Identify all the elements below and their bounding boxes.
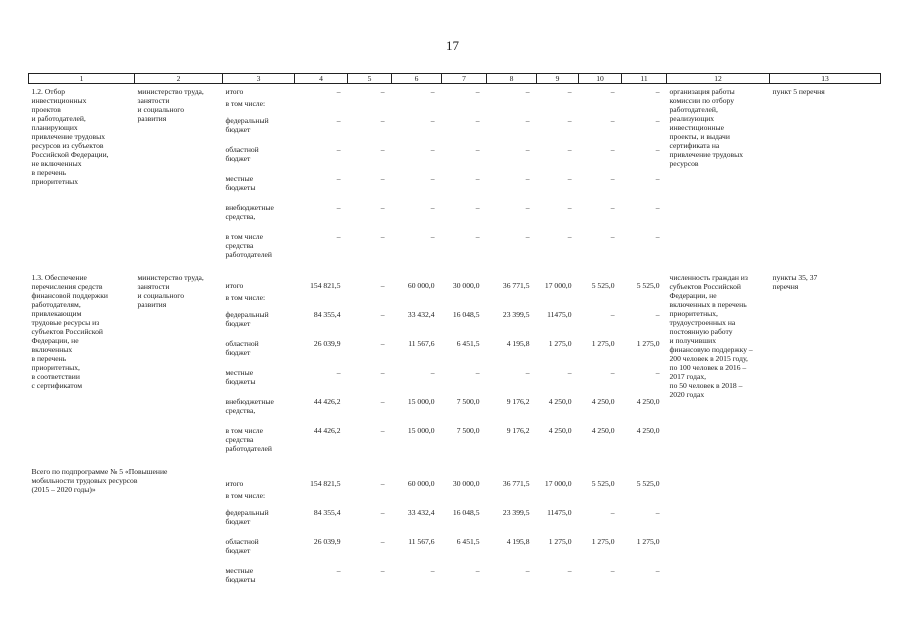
- indicator-link-cell-text: пункты 35, 37 перечня: [772, 273, 818, 291]
- amount-value: 5 525,0: [591, 479, 615, 488]
- amount-value: –: [380, 174, 385, 183]
- amount-value: 30 000,0: [452, 281, 480, 290]
- table-row: [29, 464, 881, 595]
- amount-value: –: [525, 368, 530, 377]
- funding-source-label: местные бюджеты: [225, 174, 256, 192]
- funding-source-label: федеральный бюджет: [225, 116, 269, 134]
- amount-value: –: [567, 87, 572, 96]
- column-number: 6: [392, 74, 442, 84]
- amount-value: –: [655, 310, 660, 319]
- amount-value: –: [610, 87, 615, 96]
- amount-value: –: [380, 397, 385, 406]
- result-indicator-cell: [667, 464, 770, 595]
- amount-value: 60 000,0: [407, 281, 435, 290]
- column-number: 11: [622, 74, 667, 84]
- amount-value: 15 000,0: [407, 426, 435, 435]
- amount-value: 1 275,0: [636, 339, 660, 348]
- amount-value: 4 250,0: [591, 426, 615, 435]
- amount-value: –: [475, 116, 480, 125]
- amount-value: –: [655, 174, 660, 183]
- amount-value: –: [475, 87, 480, 96]
- amount-value: –: [475, 566, 480, 575]
- funding-source-line: [223, 99, 667, 116]
- program-table-container: [28, 73, 880, 595]
- executor-cell-text: министерство труда, занятости и социального развития: [137, 273, 204, 309]
- amount-value: –: [525, 87, 530, 96]
- funding-source-line: [223, 339, 667, 368]
- amount-value: –: [380, 426, 385, 435]
- amount-value: 16 048,5: [452, 310, 480, 319]
- funding-source-line: [223, 368, 667, 397]
- funding-sources-cell: [223, 464, 667, 595]
- amount-value: 23 399,5: [502, 310, 530, 319]
- amount-value: –: [567, 232, 572, 241]
- amount-value: 7 500,0: [456, 397, 480, 406]
- amount-value: –: [610, 508, 615, 517]
- amount-value: 154 821,5: [310, 479, 341, 488]
- amount-value: 1 275,0: [636, 537, 660, 546]
- amount-value: –: [525, 203, 530, 212]
- amount-value: 84 355,4: [313, 310, 341, 319]
- amount-value: –: [525, 145, 530, 154]
- amount-value: 4 195,8: [506, 339, 530, 348]
- table-row: [29, 84, 881, 271]
- indicator-link-cell-text: пункт 5 перечня: [772, 87, 825, 96]
- result-indicator-cell: [667, 84, 770, 271]
- amount-value: –: [525, 116, 530, 125]
- indicator-link-cell: [770, 84, 881, 271]
- indicator-link-cell: [770, 464, 881, 595]
- amount-value: –: [430, 145, 435, 154]
- funding-source-label: внебюджетные средства,: [225, 203, 274, 221]
- amount-value: 1 275,0: [591, 537, 615, 546]
- amount-value: 17 000,0: [544, 281, 572, 290]
- amount-value: –: [655, 368, 660, 377]
- funding-source-label: итого: [225, 87, 244, 96]
- amount-value: –: [610, 174, 615, 183]
- amount-value: –: [336, 232, 341, 241]
- amount-value: 4 250,0: [548, 426, 572, 435]
- amount-value: –: [380, 508, 385, 517]
- amount-value: 26 039,9: [313, 339, 341, 348]
- amount-value: –: [380, 479, 385, 488]
- column-number: 13: [770, 74, 881, 84]
- amount-value: 44 426,2: [313, 397, 341, 406]
- funding-source-line: [223, 508, 667, 537]
- amount-value: 33 432,4: [407, 310, 435, 319]
- funding-source-label: в том числе средства работодателей: [225, 426, 272, 453]
- funding-sources-cell: [223, 84, 667, 271]
- amount-value: –: [336, 203, 341, 212]
- funding-source-label: в том числе средства работодателей: [225, 232, 272, 259]
- indicator-link-cell: [770, 270, 881, 464]
- table-body: [29, 84, 881, 596]
- amount-value: –: [655, 566, 660, 575]
- amount-value: 30 000,0: [452, 479, 480, 488]
- amount-value: 11475,0: [547, 310, 572, 319]
- funding-source-line: [223, 116, 667, 145]
- amount-value: 5 525,0: [636, 479, 660, 488]
- funding-source-line: [223, 203, 667, 232]
- measure-name-cell: [29, 84, 135, 271]
- executor-cell-text: министерство труда, занятости и социального развития: [137, 87, 204, 123]
- amount-value: 84 355,4: [313, 508, 341, 517]
- amount-value: –: [610, 116, 615, 125]
- executor-cell: [135, 84, 223, 271]
- amount-value: –: [380, 87, 385, 96]
- funding-source-line: [223, 87, 667, 99]
- amount-value: 23 399,5: [502, 508, 530, 517]
- amount-value: –: [655, 145, 660, 154]
- amount-value: 6 451,5: [456, 537, 480, 546]
- amount-value: 1 275,0: [548, 339, 572, 348]
- amount-value: 5 525,0: [591, 281, 615, 290]
- funding-source-line: [223, 281, 667, 293]
- funding-source-label: внебюджетные средства,: [225, 397, 274, 415]
- funding-source-line: [223, 566, 667, 595]
- funding-source-line: [223, 145, 667, 174]
- column-number: 1: [29, 74, 135, 84]
- funding-source-line: [223, 491, 667, 508]
- amount-value: –: [655, 232, 660, 241]
- column-number: 7: [442, 74, 487, 84]
- amount-value: –: [336, 566, 341, 575]
- amount-value: 33 432,4: [407, 508, 435, 517]
- amount-value: –: [430, 174, 435, 183]
- funding-source-label: в том числе:: [225, 293, 266, 302]
- amount-value: 15 000,0: [407, 397, 435, 406]
- funding-source-line: [223, 310, 667, 339]
- result-indicator-cell-text: численность граждан из субъектов Российской Федерации, не включенных в перечень приоритетных, трудоустроенных на постоянную работу и получивших финансовую поддержку – 200 человек в 2015 году, по 100 человек в 2016 – 2017 годах, по 50 человек в 2018 – 2020 годах: [669, 273, 753, 399]
- amount-value: –: [475, 174, 480, 183]
- amount-value: 11 567,6: [408, 339, 435, 348]
- amount-value: 4 250,0: [548, 397, 572, 406]
- amount-value: 4 250,0: [591, 397, 615, 406]
- amount-value: 7 500,0: [456, 426, 480, 435]
- table-row: [29, 270, 881, 464]
- amount-value: –: [380, 310, 385, 319]
- amount-value: –: [525, 232, 530, 241]
- amount-value: –: [567, 566, 572, 575]
- measure-name-cell-text: 1.2. Отбор инвестиционных проектов и работодателей, планирующих привлечение трудовых ресурсов из субъектов Российской Федерации, не включенных в перечень приоритетных: [31, 87, 109, 186]
- result-indicator-cell-text: организация работы комиссии по отбору работодателей, реализующих инвестиционные проекты, и выдачи сертификата на привлечение трудовых ресурсов: [669, 87, 744, 168]
- column-number: 3: [223, 74, 295, 84]
- amount-value: 11 567,6: [408, 537, 435, 546]
- amount-value: –: [567, 368, 572, 377]
- amount-value: –: [475, 145, 480, 154]
- amount-value: –: [380, 203, 385, 212]
- funding-source-line: [223, 426, 667, 464]
- amount-value: 16 048,5: [452, 508, 480, 517]
- column-number: 12: [667, 74, 770, 84]
- funding-source-label: областной бюджет: [225, 339, 259, 357]
- amount-value: –: [380, 116, 385, 125]
- amount-value: –: [336, 87, 341, 96]
- amount-value: –: [380, 281, 385, 290]
- amount-value: –: [567, 174, 572, 183]
- amount-value: 36 771,5: [502, 281, 530, 290]
- amount-value: –: [567, 203, 572, 212]
- amount-value: –: [655, 116, 660, 125]
- amount-value: –: [567, 145, 572, 154]
- amount-value: –: [380, 232, 385, 241]
- funding-source-label: в том числе:: [225, 491, 266, 500]
- funding-source-line: [223, 232, 667, 270]
- subprogram-total-cell: [29, 464, 223, 595]
- amount-value: –: [430, 566, 435, 575]
- funding-source-label: в том числе:: [225, 99, 266, 108]
- amount-value: 36 771,5: [502, 479, 530, 488]
- funding-sources-cell: [223, 270, 667, 464]
- column-number: 9: [537, 74, 579, 84]
- amount-value: –: [336, 368, 341, 377]
- amount-value: 9 176,2: [506, 397, 530, 406]
- column-number-row: [29, 74, 881, 84]
- amount-value: –: [610, 566, 615, 575]
- amount-value: –: [380, 145, 385, 154]
- amount-value: 4 250,0: [636, 397, 660, 406]
- amount-value: –: [336, 145, 341, 154]
- funding-source-line: [223, 293, 667, 310]
- measure-name-cell: [29, 270, 135, 464]
- amount-value: –: [525, 174, 530, 183]
- amount-value: 26 039,9: [313, 537, 341, 546]
- amount-value: –: [430, 368, 435, 377]
- amount-value: 4 195,8: [506, 537, 530, 546]
- column-number: 4: [295, 74, 348, 84]
- amount-value: –: [610, 203, 615, 212]
- column-number: 5: [348, 74, 392, 84]
- amount-value: –: [336, 116, 341, 125]
- funding-source-line: [223, 174, 667, 203]
- amount-value: –: [567, 116, 572, 125]
- column-number: 8: [487, 74, 537, 84]
- funding-source-label: местные бюджеты: [225, 566, 256, 584]
- funding-source-line: [223, 397, 667, 426]
- amount-value: –: [430, 87, 435, 96]
- executor-cell: [135, 270, 223, 464]
- amount-value: 1 275,0: [591, 339, 615, 348]
- amount-value: –: [525, 566, 530, 575]
- amount-value: 1 275,0: [548, 537, 572, 546]
- funding-source-line: [223, 537, 667, 566]
- amount-value: –: [655, 203, 660, 212]
- amount-value: 9 176,2: [506, 426, 530, 435]
- amount-value: –: [655, 87, 660, 96]
- funding-source-label: областной бюджет: [225, 537, 259, 555]
- amount-value: –: [610, 232, 615, 241]
- amount-value: –: [380, 339, 385, 348]
- amount-value: 11475,0: [547, 508, 572, 517]
- funding-source-label: федеральный бюджет: [225, 508, 269, 526]
- funding-source-label: федеральный бюджет: [225, 310, 269, 328]
- subprogram-total-cell-text: Всего по подпрограмме № 5 «Повышение мобильности трудовых ресурсов (2015 – 2020 годы)»: [31, 467, 168, 494]
- amount-value: 5 525,0: [636, 281, 660, 290]
- amount-value: 60 000,0: [407, 479, 435, 488]
- amount-value: –: [336, 174, 341, 183]
- funding-source-line: [223, 479, 667, 491]
- funding-source-label: областной бюджет: [225, 145, 259, 163]
- amount-value: –: [475, 368, 480, 377]
- amount-value: –: [655, 508, 660, 517]
- amount-value: –: [430, 116, 435, 125]
- amount-value: –: [475, 203, 480, 212]
- amount-value: –: [475, 232, 480, 241]
- amount-value: –: [430, 203, 435, 212]
- program-table: [28, 73, 881, 595]
- amount-value: 4 250,0: [636, 426, 660, 435]
- page-number: 17: [446, 38, 459, 53]
- amount-value: –: [380, 537, 385, 546]
- amount-value: –: [380, 368, 385, 377]
- amount-value: –: [610, 310, 615, 319]
- funding-source-label: итого: [225, 281, 244, 290]
- column-number: 10: [579, 74, 622, 84]
- amount-value: 44 426,2: [313, 426, 341, 435]
- amount-value: 17 000,0: [544, 479, 572, 488]
- column-number: 2: [135, 74, 223, 84]
- funding-source-label: итого: [225, 479, 244, 488]
- funding-source-label: местные бюджеты: [225, 368, 256, 386]
- measure-name-cell-text: 1.3. Обеспечение перечисления средств финансовой поддержки работодателям, привлекающим трудовые ресурсы из субъектов Российской Федерации, не включенных в перечень приоритетных, в соответствии с сертификатом: [31, 273, 108, 390]
- amount-value: –: [430, 232, 435, 241]
- result-indicator-cell: [667, 270, 770, 464]
- amount-value: 154 821,5: [310, 281, 341, 290]
- amount-value: –: [610, 368, 615, 377]
- amount-value: –: [610, 145, 615, 154]
- amount-value: 6 451,5: [456, 339, 480, 348]
- amount-value: –: [380, 566, 385, 575]
